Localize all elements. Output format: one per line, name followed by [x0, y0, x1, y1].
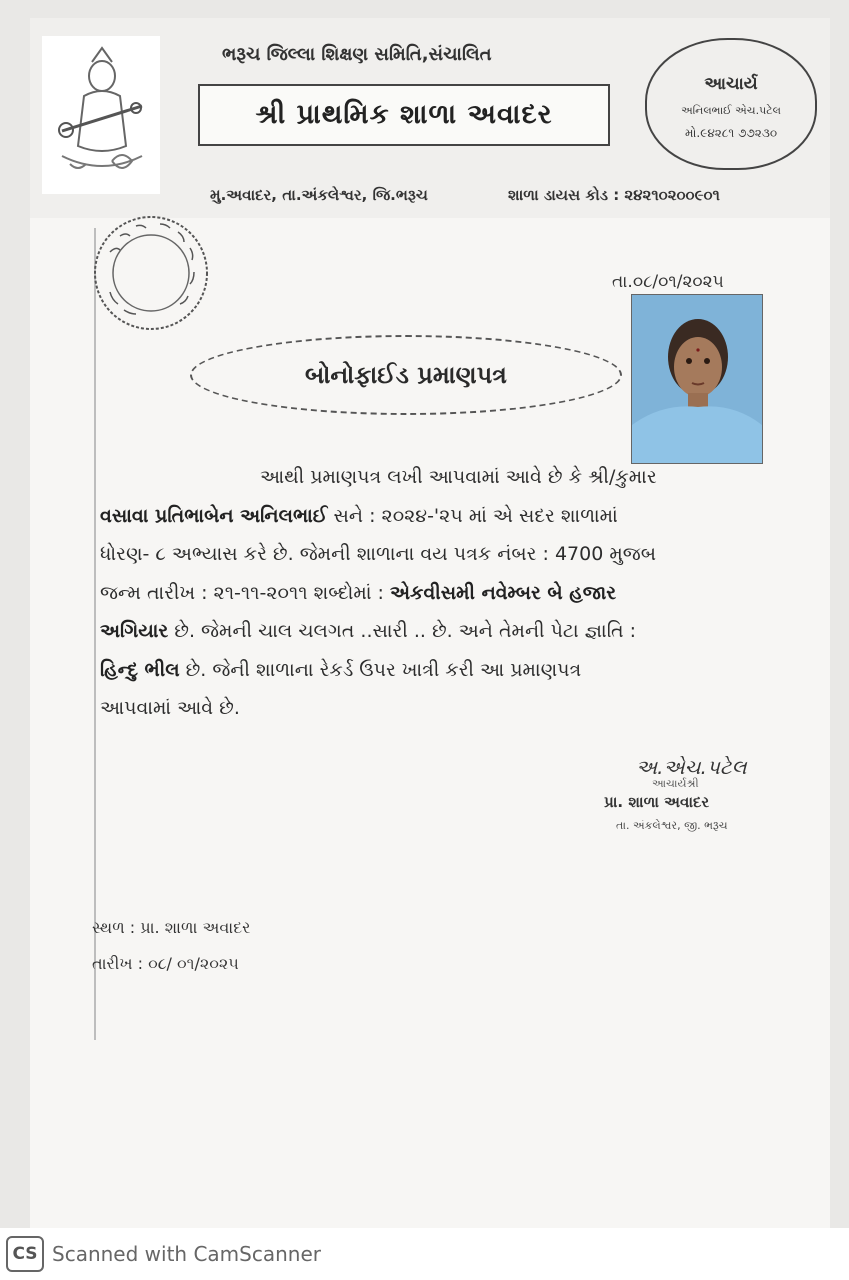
school-title: શ્રી પ્રાથમિક શાળા અવાદર	[198, 84, 610, 146]
student-photo-icon	[632, 295, 762, 463]
signature-block	[600, 755, 780, 833]
committee-line: ભરૂચ જિલ્લા શિક્ષણ સમિતિ,સંચાલિત	[222, 44, 492, 65]
birth-date-text: જન્મ તારીખ : ૨૧-૧૧-૨૦૧૧ શબ્દોમાં :	[100, 581, 390, 604]
body-line-5	[100, 612, 760, 651]
caste-value: હિન્દુ ભીલ	[100, 658, 180, 681]
camscanner-watermark: Scanned with CamScanner	[52, 1242, 321, 1266]
student-photo	[631, 294, 763, 464]
academic-year-text: સને : ૨૦૨૪-'૨૫ માં એ સદર શાળામાં	[327, 504, 618, 527]
principal-role: આચાર્ય	[704, 74, 758, 94]
verification-text: છે. જેની શાળાના રેકર્ડ ઉપર ખાત્રી કરી આ પ્રમાણપત્ર	[179, 658, 582, 681]
student-name: વસાવા પ્રતિભાબેન અનિલભાઈ	[100, 504, 328, 527]
saraswati-icon	[42, 36, 160, 194]
body-line-7: આપવામાં આવે છે.	[100, 697, 240, 719]
certificate-title: બોનોફાઈડ પ્રમાણપત્ર	[190, 335, 622, 415]
principal-name: અનિલભાઈ એચ.પટેલ	[681, 104, 781, 117]
certificate-body	[100, 458, 760, 728]
signature-role: આચાર્યશ્રી	[652, 777, 699, 790]
stamp-icon	[90, 212, 212, 334]
signature-school: પ્રા. શાળા અવાદર	[604, 793, 710, 811]
principal-info-badge	[645, 38, 817, 170]
principal-mobile: મો.૯૪૨૮૧ ૭૭૨૩૦	[684, 126, 778, 140]
birth-date-words-end: અગિયાર	[100, 620, 169, 642]
date-line: તારીખ : ૦૮/ ૦૧/૨૦૨૫	[92, 954, 239, 973]
body-line-3: ધોરણ- ૮ અભ્યાસ કરે છે. જેમની શાળાના વય પત્રક નંબર : 4700 મુજબ	[100, 543, 656, 565]
school-seal-stamp	[90, 212, 212, 334]
dise-code: શાળા ડાયસ કોડ : ૨૪૨૧૦૨૦૦૯૦૧	[508, 186, 720, 204]
signature-taluka: તા. અંકલેશ્વર, જી. ભરૂચ	[616, 819, 728, 832]
signature-scribble: અ.એચ.પટેલ	[636, 755, 747, 779]
body-line-4	[100, 574, 760, 613]
conduct-text: છે. જેમની ચાલ ચલગત ..સારી .. છે. અને તેમની પેટા જ્ઞાતિ :	[168, 620, 637, 642]
birth-date-words: એકવીસમી નવેમ્બર બે હજાર	[389, 581, 617, 604]
camscanner-logo-icon: CS	[6, 1236, 44, 1272]
issue-date-top: તા.૦૮/૦૧/૨૦૨૫	[612, 272, 724, 292]
saraswati-logo	[42, 36, 160, 194]
body-line-2	[100, 497, 760, 536]
place-line: સ્થળ : પ્રા. શાળા અવાદર	[92, 918, 251, 937]
body-line-1: આથી પ્રમાણપત્ર લખી આપવામાં આવે છે કે શ્રી/કુમાર	[260, 466, 657, 488]
body-line-6	[100, 651, 760, 690]
school-address: મુ.અવાદર, તા.અંકલેશ્વર, જિ.ભરૂચ	[210, 186, 428, 204]
